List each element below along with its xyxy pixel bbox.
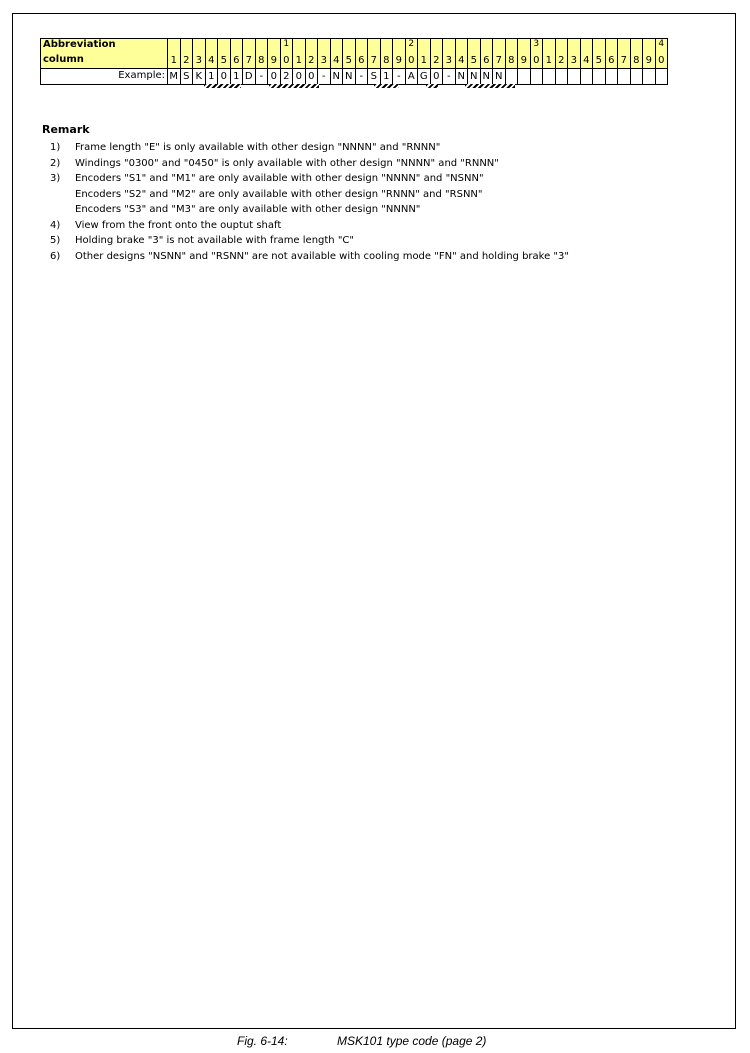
column-tens-cell [180,39,193,53]
column-tens-cell: 2 [405,39,418,53]
column-tens-row [41,39,668,53]
remark-text: Encoders "S2" and "M2" are only available with other design "RNNN" and "RSNN" [75,188,483,200]
column-tens-cell [430,39,443,53]
column-units-cell: 4 [580,52,593,69]
example-cell [618,69,631,85]
column-tens-cell [568,39,581,53]
column-tens-cell [580,39,593,53]
column-units-cell: 5 [343,52,356,69]
column-units-cell: 4 [455,52,468,69]
example-cell: N [455,69,468,85]
column-units-cell: 7 [368,52,381,69]
column-units-cell: 7 [493,52,506,69]
column-units-cell: 2 [555,52,568,69]
remark-title: Remark [42,123,90,136]
figure-label: Fig. 6-14: [237,1034,288,1048]
example-label: Example: [41,69,168,85]
example-cell [518,69,531,85]
column-tens-cell [193,39,206,53]
column-units-cell: 1 [418,52,431,69]
column-tens-cell [493,39,506,53]
column-units-cell: 5 [593,52,606,69]
column-units-row [41,52,668,69]
column-units-cell: 3 [443,52,456,69]
remark-number: 5) [50,235,61,246]
hatch-marker [374,84,399,88]
remark-text: Frame length "E" is only available with other design "NNNN" and "RNNN" [75,142,441,153]
remark-text: Other designs "NSNN" and "RSNN" are not available with cooling mode "FN" and holding brake "3" [75,250,569,262]
remark-number: 4) [50,219,61,231]
column-units-cell: 2 [305,52,318,69]
remark-number: 6) [50,250,61,262]
column-units-cell: 1 [293,52,306,69]
example-cell [555,69,568,85]
remark-text: Holding brake "3" is not available with frame length "C" [75,235,354,246]
example-cell: - [443,69,456,85]
column-tens-cell [555,39,568,53]
column-tens-cell [518,39,531,53]
example-cell: - [255,69,268,85]
example-row [41,69,668,85]
column-units-cell: 9 [268,52,281,69]
column-tens-cell [480,39,493,53]
column-units-cell: 1 [543,52,556,69]
example-cell: 0 [305,69,318,85]
example-cell: N [480,69,493,85]
hatch-marker [426,84,438,88]
example-cell [505,69,518,85]
column-tens-cell [293,39,306,53]
column-tens-cell [205,39,218,53]
column-units-cell: 0 [655,52,668,69]
column-tens-cell [455,39,468,53]
column-tens-cell [605,39,618,53]
column-units-cell: 8 [380,52,393,69]
example-cell [655,69,668,85]
column-units-cell: 9 [393,52,406,69]
column-units-cell: 5 [468,52,481,69]
column-header: column [41,52,168,69]
column-tens-cell [230,39,243,53]
column-tens-cell: 3 [530,39,543,53]
example-cell: M [168,69,181,85]
column-tens-cell [255,39,268,53]
example-cell: N [330,69,343,85]
column-tens-cell: 1 [280,39,293,53]
remark-text: Windings "0300" and "0450" is only available with other design "NNNN" and "RNNN" [75,157,499,169]
example-cell: - [393,69,406,85]
column-units-cell: 3 [193,52,206,69]
example-cell [630,69,643,85]
column-tens-cell [343,39,356,53]
example-cell: S [180,69,193,85]
column-units-cell: 6 [480,52,493,69]
example-cell: D [243,69,256,85]
hatch-markers [167,84,567,88]
column-units-cell: 4 [205,52,218,69]
example-cell [643,69,656,85]
example-cell: 1 [205,69,218,85]
column-tens-cell [593,39,606,53]
example-cell: N [468,69,481,85]
column-units-cell: 2 [180,52,193,69]
column-units-cell: 6 [355,52,368,69]
column-tens-cell [505,39,518,53]
column-tens-cell [368,39,381,53]
column-units-cell: 8 [505,52,518,69]
remark-number: 3) [50,173,61,184]
column-tens-cell [380,39,393,53]
column-tens-cell [618,39,631,53]
abbreviation-header: Abbreviation [41,39,168,53]
column-tens-cell [318,39,331,53]
example-cell: 0 [268,69,281,85]
example-cell [580,69,593,85]
column-tens-cell [243,39,256,53]
column-units-cell: 4 [330,52,343,69]
type-code-table [40,38,668,85]
example-cell: A [405,69,418,85]
example-cell [568,69,581,85]
column-units-cell: 5 [218,52,231,69]
column-units-cell: 3 [318,52,331,69]
column-units-cell: 0 [280,52,293,69]
column-units-cell: 7 [243,52,256,69]
hatch-marker [269,84,319,88]
example-cell: - [318,69,331,85]
example-cell [530,69,543,85]
example-cell: N [493,69,506,85]
example-cell: 2 [280,69,293,85]
example-cell: 1 [230,69,243,85]
column-tens-cell [443,39,456,53]
example-cell [543,69,556,85]
example-cell: K [193,69,206,85]
remark-number: 1) [50,142,61,153]
column-units-cell: 8 [630,52,643,69]
remark-number: 2) [50,157,61,169]
example-cell: 0 [293,69,306,85]
figure-title: MSK101 type code (page 2) [337,1034,487,1048]
column-units-cell: 8 [255,52,268,69]
remark-text: Encoders "S3" and "M3" are only available with other design "NNNN" [75,204,421,215]
example-cell [605,69,618,85]
column-units-cell: 6 [605,52,618,69]
column-units-cell: 9 [518,52,531,69]
column-tens-cell [543,39,556,53]
column-units-cell: 1 [168,52,181,69]
column-units-cell: 0 [405,52,418,69]
column-tens-cell [643,39,656,53]
column-units-cell: 7 [618,52,631,69]
example-cell: - [355,69,368,85]
example-cell: S [368,69,381,85]
column-tens-cell [218,39,231,53]
example-cell: 0 [430,69,443,85]
remark-text: View from the front onto the ouptut shaft [75,219,282,231]
column-tens-cell [630,39,643,53]
remark-text: Encoders "S1" and "M1" are only available with other design "NNNN" and "NSNN" [75,173,484,184]
column-units-cell: 3 [568,52,581,69]
column-units-cell: 2 [430,52,443,69]
column-units-cell: 9 [643,52,656,69]
column-units-cell: 0 [530,52,543,69]
example-cell [593,69,606,85]
column-units-cell: 6 [230,52,243,69]
column-tens-cell [418,39,431,53]
column-tens-cell [168,39,181,53]
column-tens-cell [468,39,481,53]
column-tens-cell [268,39,281,53]
hatch-marker [465,84,515,88]
column-tens-cell: 4 [655,39,668,53]
hatch-marker [204,84,241,88]
example-cell: 1 [380,69,393,85]
example-cell: 0 [218,69,231,85]
example-cell: N [343,69,356,85]
column-tens-cell [305,39,318,53]
example-cell: G [418,69,431,85]
column-tens-cell [330,39,343,53]
column-tens-cell [355,39,368,53]
column-tens-cell [393,39,406,53]
